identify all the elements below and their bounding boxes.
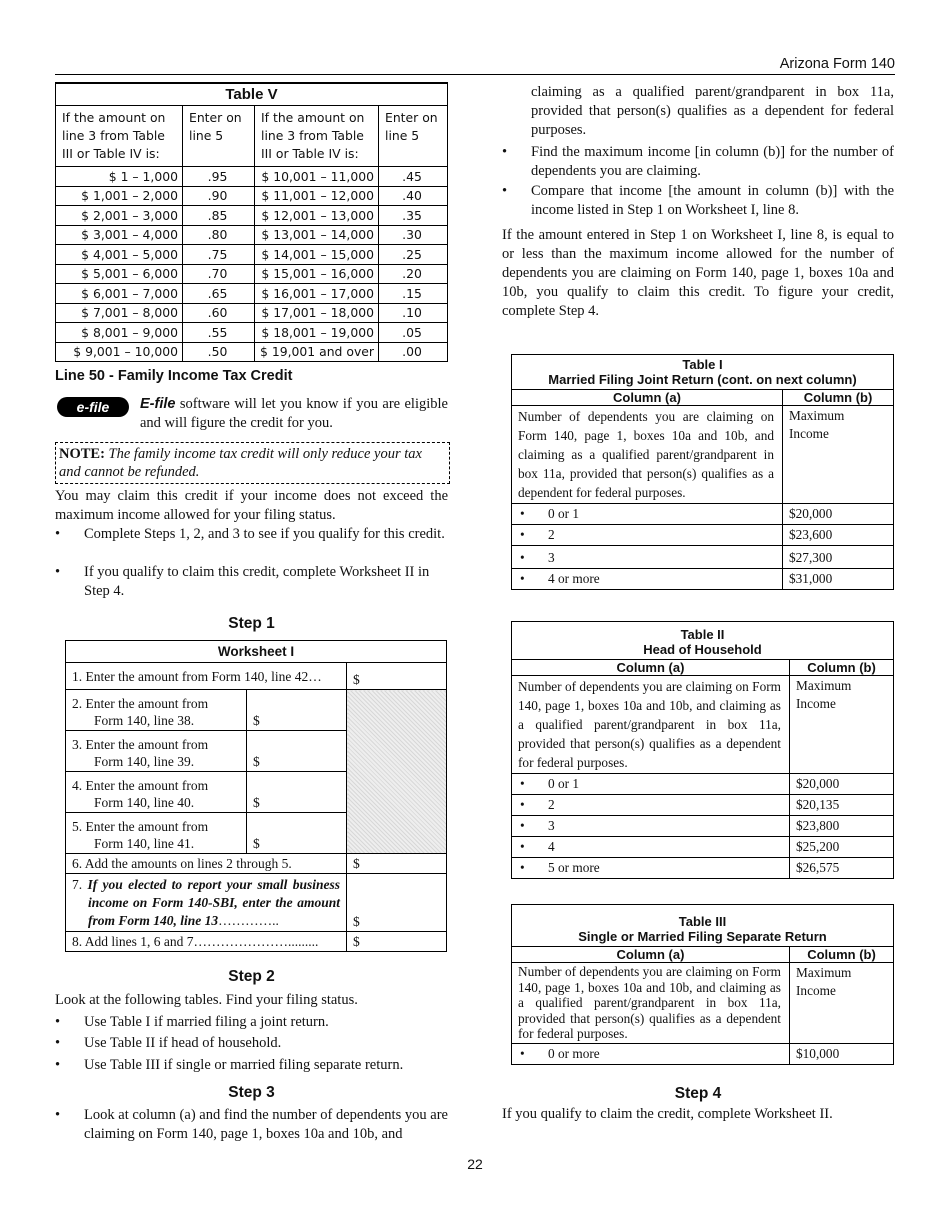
- table-cell: $20,135: [790, 795, 894, 816]
- efile-badge-icon: e-file: [57, 397, 129, 417]
- list-item: • Find the maximum income [in column (b)] for the number of dependents you are claiming.: [502, 144, 894, 179]
- list-item: • Use Table III if single or married filing separate return.: [55, 1056, 448, 1076]
- table-iii-col-a: Column (a): [512, 947, 790, 963]
- page-number: 22: [467, 1156, 483, 1172]
- table-row: [512, 837, 894, 858]
- step3-para: If the amount entered in Step 1 on Worksheet I, line 8, is equal to or less than the maximum income allowed for the number of dependents you are claiming on Form 140, page 1, boxes 10a and 10b, you qualify to claim this credit. To figure your credit, complete Step 4.: [502, 227, 894, 319]
- table-row: [56, 323, 448, 343]
- efile-bold: E-file: [140, 396, 176, 412]
- bullet-text: If you qualify to claim this credit, complete Worksheet II in Step 4.: [84, 564, 430, 599]
- table-ii-max-income: Maximum Income: [790, 676, 894, 774]
- table-v-col4-header: Enter on line 5: [379, 106, 448, 167]
- list-item: • Complete Steps 1, 2, and 3 to see if you qualify for this credit.: [55, 525, 448, 563]
- list-item: • Use Table I if married filing a joint return.: [55, 1013, 448, 1033]
- table-cell: .55: [183, 323, 255, 343]
- table-cell: • 3: [512, 546, 783, 569]
- table-row: [56, 264, 448, 284]
- table-cell: $31,000: [783, 569, 894, 590]
- table-ii-header: [512, 622, 894, 660]
- table-row: [512, 504, 894, 525]
- ws-line4-a: 4. Enter the amount from: [72, 778, 209, 793]
- table-iii: [511, 904, 894, 1065]
- table-cell: $ 11,001 – 12,000: [255, 186, 379, 206]
- ws-line4-amount[interactable]: $: [247, 772, 347, 813]
- table-cell: .10: [379, 303, 448, 323]
- list-item: • Compare that income [the amount in column (b)] with the income listed in Step 1 on Worksheet I, line 8.: [502, 183, 894, 218]
- table-v: [55, 82, 448, 362]
- form-title: Arizona Form 140: [779, 56, 895, 72]
- ws-line2-amount[interactable]: $: [247, 690, 347, 731]
- table-iii-header: [512, 905, 894, 947]
- table-i: [511, 354, 894, 590]
- table-cell: $ 19,001 and over: [255, 342, 379, 362]
- table-cell: .50: [183, 342, 255, 362]
- ws-line2-b: Form 140, line 38.: [94, 713, 195, 728]
- step3-bullet1-continued: claiming as a qualified parent/grandparent in box 11a, provided that person(s) qualifies as a dependent for federal purposes.: [531, 84, 894, 138]
- bullet-text: Complete Steps 1, 2, and 3 to see if you qualify for this credit.: [84, 526, 445, 542]
- list-item: • Look at column (a) and find the number of dependents you are claiming on Form 140, page 1, boxes 10a and 10b, and: [55, 1107, 448, 1142]
- table-row: [512, 525, 894, 546]
- table-cell: $ 8,001 – 9,000: [56, 323, 183, 343]
- bullet-text: Look at column (a) and find the number of dependents you are claiming on Form 140, page 1, boxes 10a and 10b, and: [84, 1107, 448, 1142]
- step2-heading: Step 2: [228, 968, 275, 985]
- table-cell: .20: [379, 264, 448, 284]
- table-ii: [511, 621, 894, 879]
- table-row: [56, 303, 448, 323]
- table-cell: $ 6,001 – 7,000: [56, 284, 183, 304]
- table-cell: $20,000: [790, 774, 894, 795]
- table-cell: $ 3,001 – 4,000: [56, 225, 183, 245]
- ws-line5: [66, 813, 247, 854]
- table-cell: $ 7,001 – 8,000: [56, 303, 183, 323]
- table-cell: $20,000: [783, 504, 894, 525]
- table-iii-title: Table III: [678, 914, 727, 929]
- note-box: [55, 442, 450, 484]
- table-cell: $10,000: [790, 1043, 894, 1064]
- table-row: [56, 206, 448, 226]
- table-cell: $26,575: [790, 858, 894, 879]
- step1-heading: Step 1: [228, 615, 275, 632]
- ws-line5-b: Form 140, line 41.: [94, 836, 195, 851]
- table-ii-col-b: Column (b): [790, 660, 894, 676]
- table-iii-desc: Number of dependents you are claiming on Form 140, page 1, boxes 10a and 10b, and claiming as a qualified parent/grandparent in box 11a, provided that person(s) qualifies as a dependent for federal purposes.: [512, 963, 790, 1044]
- table-cell: • 5 or more: [512, 858, 790, 879]
- step2-intro: Look at the following tables. Find your filing status.: [55, 992, 358, 1008]
- ws-line5-a: 5. Enter the amount from: [72, 819, 209, 834]
- table-cell: $ 15,001 – 16,000: [255, 264, 379, 284]
- table-cell: • 0 or 1: [512, 504, 783, 525]
- table-row: [56, 225, 448, 245]
- step4-text: If you qualify to claim the credit, complete Worksheet II.: [502, 1106, 833, 1122]
- table-cell: $ 1,001 – 2,000: [56, 186, 183, 206]
- table-i-header: [512, 355, 894, 390]
- table-cell: $ 4,001 – 5,000: [56, 245, 183, 265]
- table-iii-subtitle: Single or Married Filing Separate Return: [578, 929, 827, 944]
- table-cell: .25: [379, 245, 448, 265]
- table-cell: .35: [379, 206, 448, 226]
- table-cell: • 3: [512, 816, 790, 837]
- table-row: [512, 569, 894, 590]
- table-iii-max-income: Maximum Income: [790, 963, 894, 1044]
- bullet-text: Find the maximum income [in column (b)] for the number of dependents you are claiming.: [531, 144, 894, 179]
- ws-line7: [66, 874, 347, 932]
- table-cell: $23,600: [783, 525, 894, 546]
- table-row: [512, 816, 894, 837]
- table-cell: $ 16,001 – 17,000: [255, 284, 379, 304]
- table-v-col3-header: If the amount on line 3 from Table III or Table IV is:: [255, 106, 379, 167]
- table-cell: .00: [379, 342, 448, 362]
- step3-heading: Step 3: [228, 1084, 275, 1101]
- table-row: [512, 774, 894, 795]
- bullet-text: Compare that income [the amount in column (b)] with the income listed in Step 1 on Worksheet I, line 8.: [531, 183, 894, 218]
- ws-line2-a: 2. Enter the amount from: [72, 696, 209, 711]
- ws-line3-a: 3. Enter the amount from: [72, 737, 209, 752]
- table-ii-title: Table II: [680, 627, 725, 642]
- table-cell: .80: [183, 225, 255, 245]
- table-i-col-a: Column (a): [512, 390, 783, 406]
- table-v-col1-header: If the amount on line 3 from Table III or Table IV is:: [56, 106, 183, 167]
- ws-line1-amount[interactable]: $: [347, 663, 447, 690]
- header-rule: [55, 74, 895, 75]
- table-ii-col-a: Column (a): [512, 660, 790, 676]
- table-v-col2-header: Enter on line 5: [183, 106, 255, 167]
- efile-text: [140, 395, 448, 433]
- line50-heading: Line 50 - Family Income Tax Credit: [55, 368, 293, 384]
- ws-line3: [66, 731, 247, 772]
- table-cell: $ 13,001 – 14,000: [255, 225, 379, 245]
- table-cell: .70: [183, 264, 255, 284]
- table-row: [56, 167, 448, 187]
- step4-heading: Step 4: [674, 1085, 722, 1102]
- table-i-desc: Number of dependents you are claiming on Form 140, page 1, boxes 10a and 10b, and claiming as a qualified parent/grandparent in box 11a, provided that person(s) qualifies as a dependent for federal purposes.: [512, 406, 783, 504]
- table-i-col-b: Column (b): [783, 390, 894, 406]
- ws-line5-amount[interactable]: $: [247, 813, 347, 854]
- table-cell: $ 12,001 – 13,000: [255, 206, 379, 226]
- table-cell: .95: [183, 167, 255, 187]
- table-cell: • 4: [512, 837, 790, 858]
- ws-line7-amount[interactable]: $: [347, 874, 447, 932]
- table-cell: • 2: [512, 525, 783, 546]
- table-row: [56, 245, 448, 265]
- table-cell: $ 1 – 1,000: [56, 167, 183, 187]
- table-cell: $ 9,001 – 10,000: [56, 342, 183, 362]
- bullet-text: Use Table I if married filing a joint return.: [84, 1014, 329, 1030]
- ws-line1: 1. Enter the amount from Form 140, line 42…: [66, 663, 347, 690]
- ws-shaded-area: [347, 690, 447, 854]
- line50-intro: You may claim this credit if your income does not exceed the maximum income allowed for your filing status.: [55, 488, 448, 523]
- table-row: [512, 858, 894, 879]
- ws-line7-num: 7.: [72, 877, 88, 892]
- table-cell: • 0 or 1: [512, 774, 790, 795]
- table-cell: .75: [183, 245, 255, 265]
- table-cell: $23,800: [790, 816, 894, 837]
- table-cell: $ 14,001 – 15,000: [255, 245, 379, 265]
- table-cell: .90: [183, 186, 255, 206]
- table-i-max-income: Maximum Income: [783, 406, 894, 504]
- table-cell: .60: [183, 303, 255, 323]
- table-i-title: Table I: [682, 357, 723, 372]
- ws-line7-dots: …………..: [218, 913, 279, 928]
- table-cell: .40: [379, 186, 448, 206]
- table-iii-col-b: Column (b): [790, 947, 894, 963]
- table-row: [56, 186, 448, 206]
- table-cell: • 4 or more: [512, 569, 783, 590]
- table-cell: • 2: [512, 795, 790, 816]
- list-item: • If you qualify to claim this credit, complete Worksheet II in Step 4.: [55, 563, 448, 601]
- ws-line6: 6. Add the amounts on lines 2 through 5.: [66, 854, 347, 874]
- table-cell: $ 18,001 – 19,000: [255, 323, 379, 343]
- table-v-title: Table V: [56, 83, 448, 106]
- note-label: NOTE:: [59, 446, 105, 462]
- ws-line6-amount[interactable]: $: [347, 854, 447, 874]
- table-row: [512, 1043, 894, 1064]
- table-cell: .45: [379, 167, 448, 187]
- ws-line3-amount[interactable]: $: [247, 731, 347, 772]
- table-cell: $ 17,001 – 18,000: [255, 303, 379, 323]
- ws-line2: [66, 690, 247, 731]
- table-cell: $25,200: [790, 837, 894, 858]
- list-item: • Use Table II if head of household.: [55, 1034, 448, 1054]
- table-row: [512, 795, 894, 816]
- table-cell: .85: [183, 206, 255, 226]
- ws-line8-amount[interactable]: $: [347, 932, 447, 952]
- ws-line4: [66, 772, 247, 813]
- table-row: [56, 342, 448, 362]
- efile-body: software will let you know if you are eligible and will figure the credit for you.: [140, 396, 448, 431]
- table-ii-subtitle: Head of Household: [643, 642, 762, 657]
- table-cell: $ 10,001 – 11,000: [255, 167, 379, 187]
- bullet-text: Use Table II if head of household.: [84, 1035, 282, 1051]
- worksheet-title: Worksheet I: [66, 641, 447, 663]
- bullet-text: Use Table III if single or married filing separate return.: [84, 1057, 404, 1073]
- table-cell: • 0 or more: [512, 1043, 790, 1064]
- table-cell: $27,300: [783, 546, 894, 569]
- ws-line8: 8. Add lines 1, 6 and 7………………….........: [66, 932, 347, 952]
- table-ii-desc: Number of dependents you are claiming on Form 140, page 1, boxes 10a and 10b, and claiming as a qualified parent/grandparent in box 11a, provided that person(s) qualifies as a dependent for federal purposes.: [512, 676, 790, 774]
- table-i-subtitle: Married Filing Joint Return (cont. on next column): [548, 372, 857, 387]
- table-cell: .05: [379, 323, 448, 343]
- ws-line7-text: If you elected to report your small business income on Form 140-SBI, enter the amount from Form 140, line 13: [87, 877, 340, 928]
- table-cell: $ 2,001 – 3,000: [56, 206, 183, 226]
- table-row: [512, 546, 894, 569]
- table-cell: .15: [379, 284, 448, 304]
- ws-line3-b: Form 140, line 39.: [94, 754, 195, 769]
- table-cell: $ 5,001 – 6,000: [56, 264, 183, 284]
- note-text: The family income tax credit will only reduce your tax and cannot be refunded.: [59, 446, 422, 480]
- table-row: [56, 284, 448, 304]
- table-cell: .30: [379, 225, 448, 245]
- ws-line4-b: Form 140, line 40.: [94, 795, 195, 810]
- table-cell: .65: [183, 284, 255, 304]
- worksheet-i: [65, 640, 447, 952]
